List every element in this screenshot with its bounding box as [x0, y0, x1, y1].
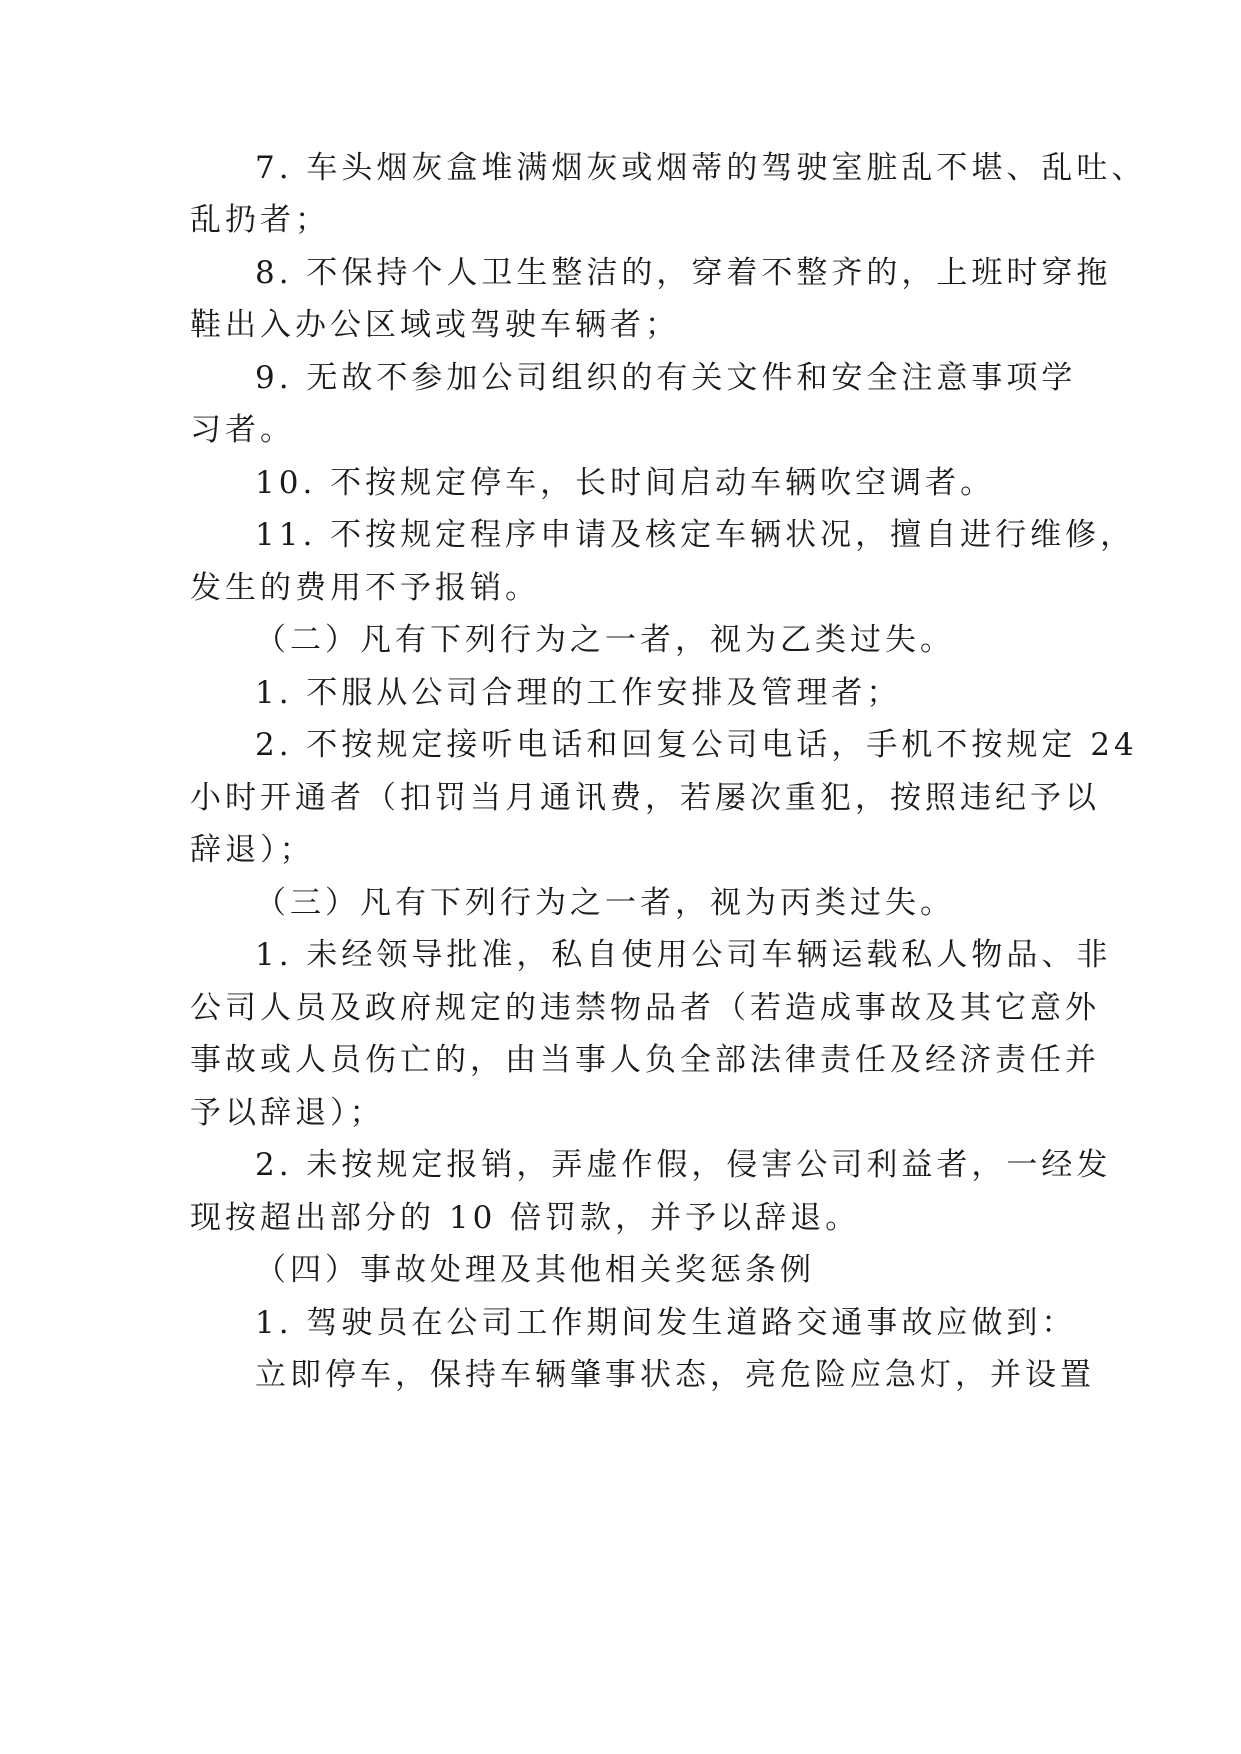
text-line: 7. 车头烟灰盒堆满烟灰或烟蒂的驾驶室脏乱不堪、乱吐、: [255, 150, 1147, 186]
text-line: 乱扔者；: [190, 202, 330, 238]
text-line: 1. 不服从公司合理的工作安排及管理者；: [255, 675, 902, 711]
text-line: 立即停车，保持车辆肇事状态，亮危险应急灯，并设置: [255, 1357, 1095, 1393]
text-line: 习者。: [190, 412, 295, 448]
section-heading: （二）凡有下列行为之一者，视为乙类过失。: [255, 622, 955, 658]
text-line: 1. 驾驶员在公司工作期间发生道路交通事故应做到：: [255, 1305, 1077, 1341]
text-line: 2. 不按规定接听电话和回复公司电话，手机不按规定 24: [255, 727, 1138, 763]
text-line: 8. 不保持个人卫生整洁的，穿着不整齐的，上班时穿拖: [255, 255, 1112, 291]
text-line: 发生的费用不予报销。: [190, 570, 540, 606]
section-heading: （三）凡有下列行为之一者，视为丙类过失。: [255, 885, 955, 921]
text-line: 小时开通者（扣罚当月通讯费，若屡次重犯，按照违纪予以: [190, 780, 1100, 816]
text-line: 11. 不按规定程序申请及核定车辆状况，擅自进行维修，: [255, 517, 1136, 553]
text-line: 2. 未按规定报销，弄虚作假，侵害公司利益者，一经发: [255, 1147, 1112, 1183]
text-line: 公司人员及政府规定的违禁物品者（若造成事故及其它意外: [190, 990, 1100, 1026]
text-line: 予以辞退）；: [190, 1095, 385, 1131]
text-line: 辞退）；: [190, 832, 315, 868]
text-line: 9. 无故不参加公司组织的有关文件和安全注意事项学: [255, 360, 1077, 396]
text-line: 鞋出入办公区域或驾驶车辆者；: [190, 307, 680, 343]
section-heading: （四）事故处理及其他相关奖惩条例: [255, 1252, 815, 1288]
text-line: 1. 未经领导批准，私自使用公司车辆运载私人物品、非: [255, 937, 1112, 973]
text-line: 事故或人员伤亡的，由当事人负全部法律责任及经济责任并: [190, 1042, 1100, 1078]
text-line: 现按超出部分的 10 倍罚款，并予以辞退。: [190, 1200, 861, 1236]
text-line: 10. 不按规定停车，长时间启动车辆吹空调者。: [255, 465, 996, 501]
